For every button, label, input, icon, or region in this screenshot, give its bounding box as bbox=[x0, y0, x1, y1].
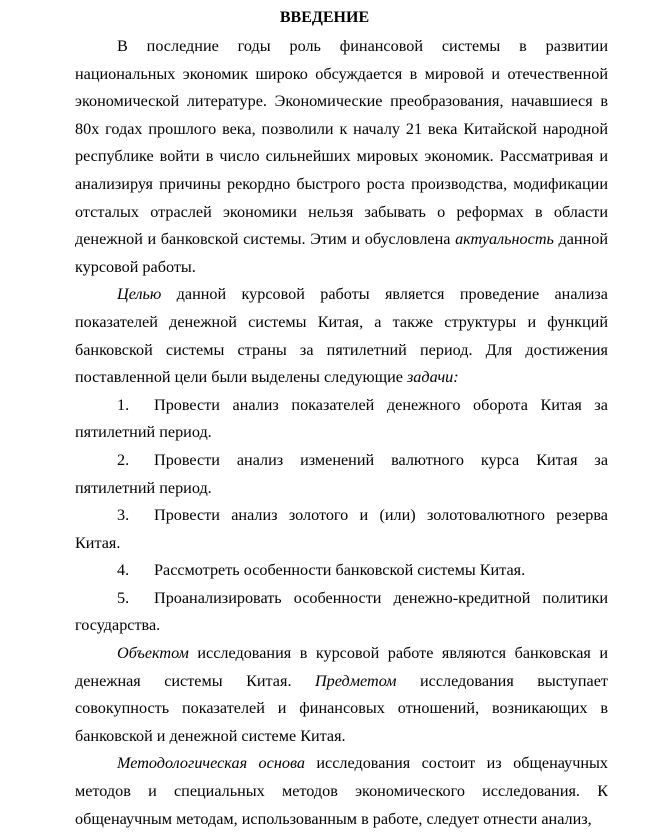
italic-term: Предметом bbox=[314, 671, 397, 690]
paragraph-text: исследования выступает совокупность показателей и финансовых отношений, возникающих в банковской и денежной системе Китая. bbox=[75, 671, 608, 745]
list-number: 3. bbox=[117, 506, 130, 525]
list-item-text: Провести анализ показателей денежного оборота Китая за пятилетний период. bbox=[75, 395, 608, 442]
italic-term: Методологическая основа bbox=[117, 754, 305, 773]
list-item bbox=[75, 557, 608, 585]
list-item bbox=[75, 447, 608, 502]
list-number: 2. bbox=[117, 450, 130, 469]
paragraph-text: исследования в курсовой работе являются банковская и денежная системы Китая. bbox=[75, 644, 608, 690]
list-number: 4. bbox=[117, 561, 130, 580]
list-item-text: Проанализировать особенности денежно-кредитной политики государства. bbox=[75, 588, 608, 635]
paragraph-text: В последние годы роль финансовой системы в развитии национальных экономик широко обсуждается в мировой и отечественной экономической литературе. Экономические преобразования, начавшиеся в 80х годах прошлого века, позволили к началу 21 века Китайской народной республике войти в число сильнейших мировых экономик. Рассматривая и анализируя причины рекордно быстрого роста производства, модификации отсталых отраслей экономики нельзя забывать о реформах в области денежной и банковской системы. Этим и обусловлена bbox=[75, 37, 608, 249]
paragraph-goal bbox=[75, 281, 608, 391]
italic-term: Целью bbox=[117, 285, 162, 304]
list-number: 5. bbox=[117, 588, 130, 607]
page-title: ВВЕДЕНИЕ bbox=[279, 9, 370, 26]
italic-term: Объектом bbox=[117, 644, 189, 663]
italic-term: задачи: bbox=[406, 368, 459, 387]
list-item bbox=[75, 392, 608, 447]
paragraph-text: данной курсовой работы является проведение анализа показателей денежной системы Китая, а также структуры и функций банковской системы страны за пятилетний период. Для достижения поставленной цели были выделены следующие bbox=[75, 285, 608, 387]
list-item bbox=[75, 585, 608, 640]
document-body bbox=[75, 33, 608, 833]
paragraph-relevance bbox=[75, 33, 608, 281]
list-item-text: Рассмотреть особенности банковской системы Китая. bbox=[154, 561, 526, 580]
paragraph-text: данной курсовой работы. bbox=[75, 230, 608, 276]
paragraph-methodology bbox=[75, 750, 608, 833]
list-item bbox=[75, 502, 608, 557]
paragraph-text: исследования состоит из общенаучных методов и специальных методов экономического исследования. К общенаучным методам, использованным в работе, следует отнести анализ, bbox=[75, 754, 608, 828]
list-item-text: Провести анализ изменений валютного курса Китая за пятилетний период. bbox=[75, 450, 608, 497]
paragraph-object-subject bbox=[75, 640, 608, 750]
list-number: 1. bbox=[117, 395, 130, 414]
list-item-text: Провести анализ золотого и (или) золотовалютного резерва Китая. bbox=[75, 506, 608, 552]
italic-term: актуальность bbox=[455, 230, 554, 249]
